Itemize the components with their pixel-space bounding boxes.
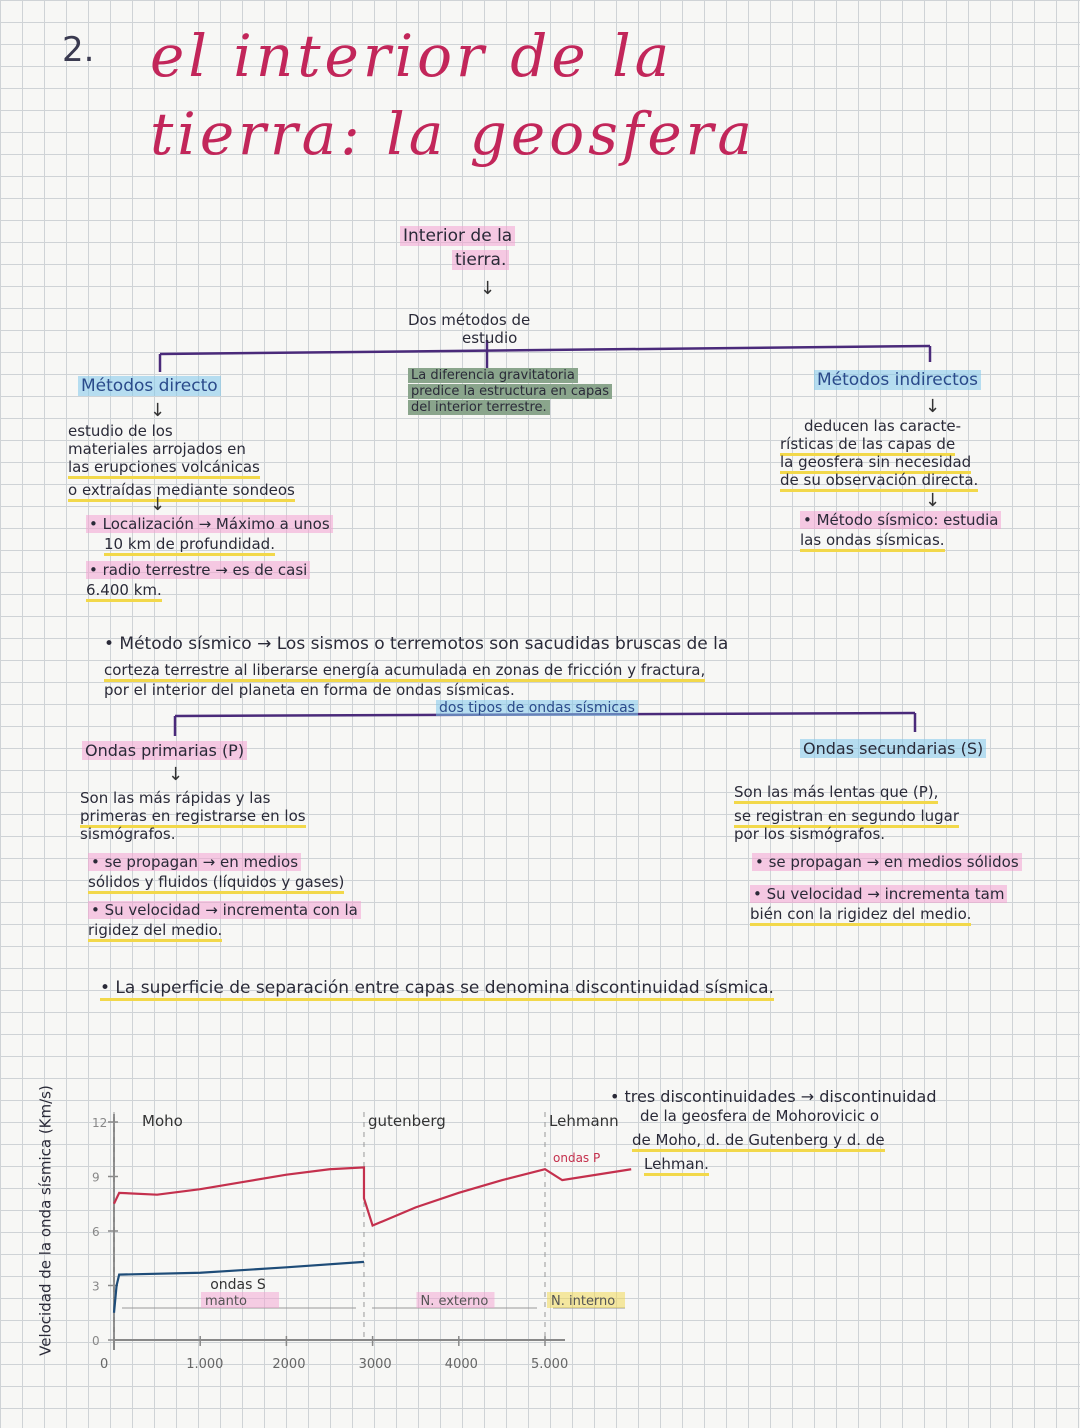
seismic-line-3: por el interior del planeta en forma de ondas sísmicas. xyxy=(104,681,515,699)
gravity-line-2: predice la estructura en capas xyxy=(408,384,612,399)
x-tick-label: 3000 xyxy=(358,1357,392,1372)
secondary-bullet-2b: bién con la rigidez del medio. xyxy=(750,904,971,925)
indirect-methods-heading: Métodos indirectos xyxy=(814,370,981,391)
direct-desc-1: estudio de los xyxy=(68,422,173,440)
region-label: N. externo xyxy=(420,1294,489,1309)
boundary-label: gutenberg xyxy=(367,1112,446,1130)
seismic-line-1: • Método sísmico → Los sismos o terremotos son sacudidas bruscas de la xyxy=(104,634,729,654)
series-label-s: ondas S xyxy=(210,1277,266,1294)
methods-node-line1: Dos métodos de xyxy=(408,311,531,329)
gravity-line-1: La diferencia gravitatoria xyxy=(408,368,578,383)
secondary-waves-heading: Ondas secundarias (S) xyxy=(800,738,986,759)
direct-bullet-2a: • radio terrestre → es de casi xyxy=(86,560,310,581)
y-tick-label: 12 xyxy=(92,1116,108,1130)
direct-desc-4: o extraídas mediante sondeos xyxy=(68,480,295,501)
discontinuities-line-3: de Moho, d. de Gutenberg y d. de xyxy=(632,1130,885,1151)
down-arrow-icon: ↓ xyxy=(150,400,166,421)
region-label: manto xyxy=(204,1294,247,1309)
down-arrow-icon: ↓ xyxy=(925,490,941,511)
indirect-desc-1: deducen las caracte- xyxy=(804,417,962,435)
x-tick-label: 4000 xyxy=(444,1357,478,1372)
secondary-desc-3: por los sismógrafos. xyxy=(734,825,886,843)
down-arrow-icon: ↓ xyxy=(925,396,941,417)
primary-waves-heading: Ondas primarias (P) xyxy=(82,740,247,761)
chart-y-label: Velocidad de la onda sísmica (Km/s) xyxy=(36,1085,55,1356)
indirect-bullet-1a: • Método sísmico: estudia xyxy=(800,510,1001,531)
down-arrow-icon: ↓ xyxy=(150,494,166,515)
y-tick-label: 9 xyxy=(92,1170,100,1185)
secondary-bullet-2a: • Su velocidad → incrementa tam xyxy=(750,884,1007,905)
direct-bullet-1b: 10 km de profundidad. xyxy=(104,534,275,555)
primary-desc-3: sismógrafos. xyxy=(80,825,176,843)
discontinuities-line-1: • tres discontinuidades → discontinuidad xyxy=(610,1087,937,1106)
root-node-line1: Interior de la xyxy=(400,226,515,247)
x-tick-label: 5.000 xyxy=(531,1357,569,1372)
methods-node-line2: estudio xyxy=(462,329,518,347)
discontinuities-line-4: Lehman. xyxy=(644,1154,709,1175)
section-number: 2. xyxy=(62,30,95,70)
primary-desc-2: primeras en registrarse en los xyxy=(80,806,306,827)
secondary-desc-1: Son las más lentas que (P), xyxy=(734,782,938,803)
direct-methods-heading: Métodos directo xyxy=(78,376,221,397)
boundary-label: Moho xyxy=(142,1112,183,1130)
primary-bullet-2a: • Su velocidad → incrementa con la xyxy=(88,900,361,921)
direct-desc-2: materiales arrojados en xyxy=(68,440,246,458)
down-arrow-icon: ↓ xyxy=(168,764,184,785)
y-tick-label: 3 xyxy=(92,1279,100,1294)
secondary-bullet-1: • se propagan → en medios sólidos xyxy=(752,852,1022,873)
region-label: N. interno xyxy=(551,1294,616,1309)
primary-bullet-1a: • se propagan → en medios xyxy=(88,852,301,873)
direct-desc-3: las erupciones volcánicas xyxy=(68,457,260,478)
title-line-1: el interior de la xyxy=(150,22,674,90)
indirect-desc-4: de su observación directa. xyxy=(780,470,978,491)
discontinuity-statement: • La superficie de separación entre capas se denomina discontinuidad sísmica. xyxy=(100,978,774,999)
indirect-bullet-1b: las ondas sísmicas. xyxy=(800,530,945,551)
primary-desc-1: Son las más rápidas y las xyxy=(80,789,271,807)
indirect-desc-2: rísticas de las capas de xyxy=(780,434,955,455)
gravity-line-3: del interior terrestre. xyxy=(408,400,550,415)
direct-bullet-1a: • Localización → Máximo a unos xyxy=(86,514,333,535)
discontinuities-line-2: de la geosfera de Mohorovicic o xyxy=(640,1107,880,1125)
primary-bullet-1b: sólidos y fluidos (líquidos y gases) xyxy=(88,872,344,893)
title-line-2: tierra: la geosfera xyxy=(150,100,756,168)
series-line-ondas-P xyxy=(114,1167,631,1225)
y-tick-label: 0 xyxy=(92,1334,100,1348)
x-tick-label: 0 xyxy=(100,1357,109,1372)
series-label-p: ondas P xyxy=(553,1150,601,1165)
seismic-line-2: corteza terrestre al liberarse energía acumulada en zonas de fricción y fractura, xyxy=(104,660,705,681)
wave-types-label: dos tipos de ondas sísmicas xyxy=(436,698,638,719)
direct-bullet-2b: 6.400 km. xyxy=(86,580,162,601)
x-tick-label: 1.000 xyxy=(186,1357,224,1372)
boundary-label: Lehmann xyxy=(549,1112,619,1130)
root-node-line2: tierra. xyxy=(452,250,509,271)
primary-bullet-2b: rigidez del medio. xyxy=(88,920,222,941)
down-arrow-icon: ↓ xyxy=(480,278,496,299)
y-tick-label: 6 xyxy=(92,1225,100,1239)
secondary-desc-2: se registran en segundo lugar xyxy=(734,806,959,827)
x-tick-label: 2000 xyxy=(272,1357,306,1372)
indirect-desc-3: la geosfera sin necesidad xyxy=(780,452,971,473)
